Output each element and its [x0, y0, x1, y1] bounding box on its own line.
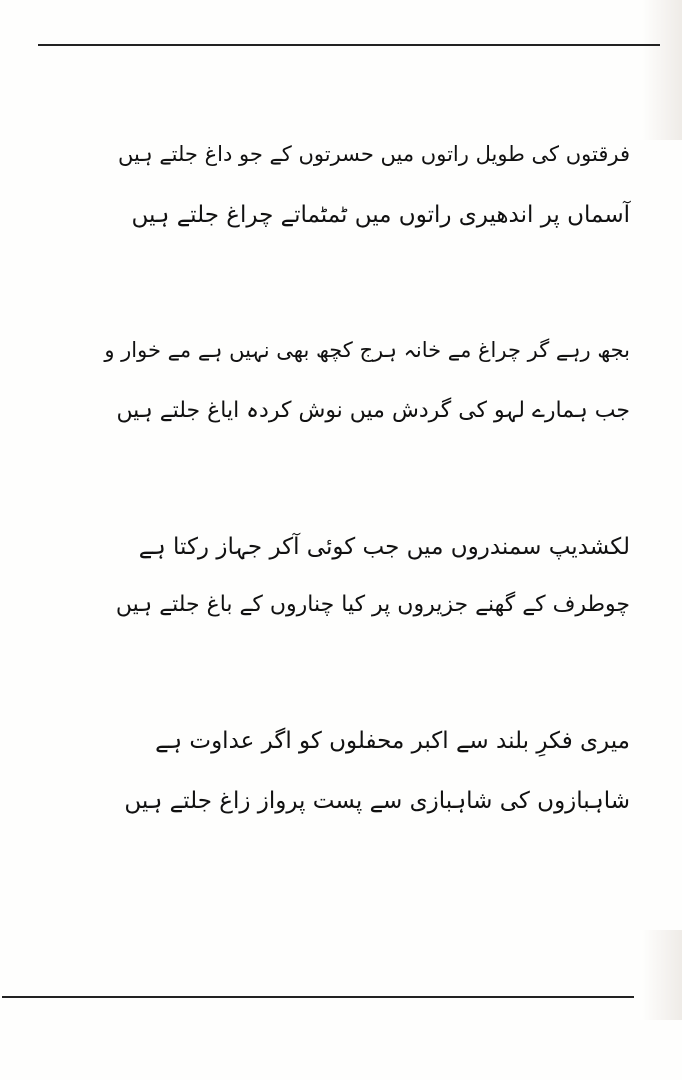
verse-line: آسماں پر اندھیری راتوں میں ٹمٹماتے چراغ جلتے ہیں [131, 202, 630, 228]
verse-line: جب ہمارے لہو کی گردش میں نوش کردہ ایاغ جلتے ہیں [116, 398, 630, 423]
verse-line: بجھ رہے گر چراغ مے خانہ ہرج کچھ بھی نہیں ہے مے خوار و [104, 338, 630, 362]
verse-line: شاہبازوں کی شاہبازی سے پست پرواز زاغ جلتے ہیں [124, 788, 630, 814]
page-edge-shadow [642, 0, 682, 140]
verse-line: فرقتوں کی طویل راتوں میں حسرتوں کے جو داغ جلتے ہیں [118, 142, 630, 166]
verse-line: لکشدیپ سمندروں میں جب کوئی آکر جہاز رکتا ہے [138, 534, 630, 560]
verse-line: چوطرف کے گھنے جزیروں پر کیا چناروں کے باغ جلتے ہیں [115, 592, 630, 617]
verse-line: میری فکرِ بلند سے اکبر محفلوں کو اگر عداوت ہے [155, 728, 630, 754]
bottom-rule [2, 996, 634, 998]
page-edge-shadow [642, 930, 682, 1020]
top-rule [38, 44, 660, 46]
